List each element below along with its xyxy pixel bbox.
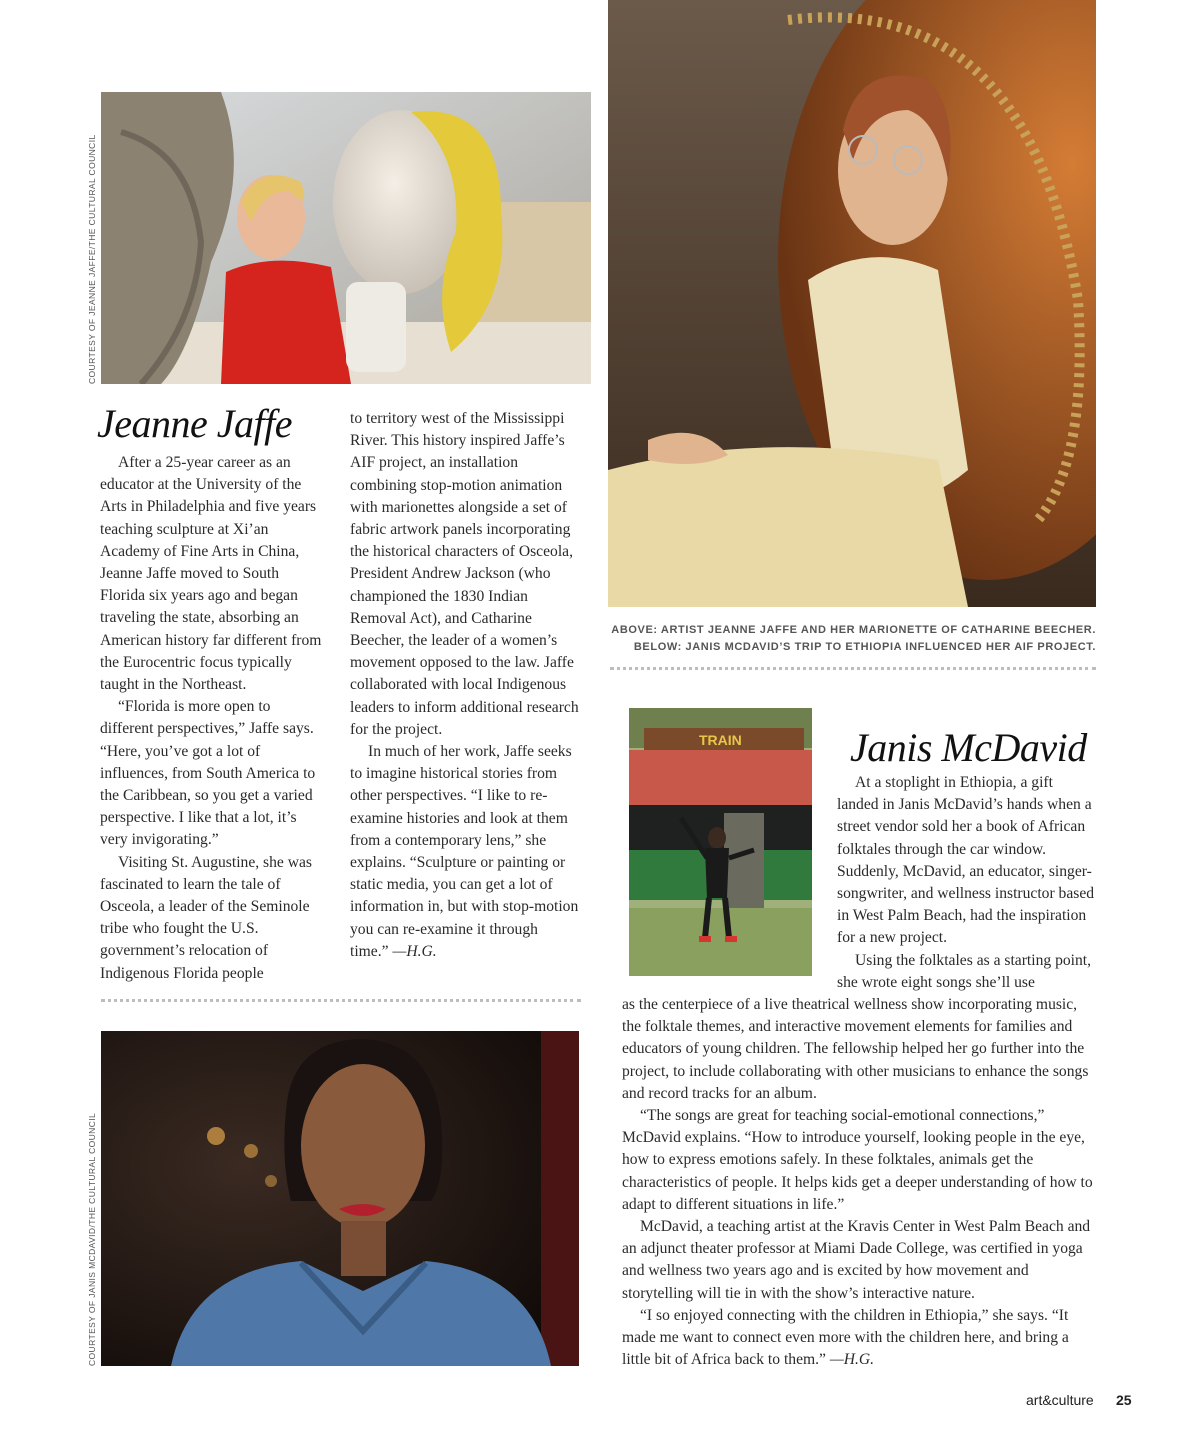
jaffe-paragraph-3: Visiting St. Augustine, she was fascinated to learn the tale of Osceola, a leader of the Seminole tribe who fought the U.S. government’s relocation of Indigenous Florida people	[100, 853, 312, 982]
mcdavid-paragraph-3: “The songs are great for teaching social-emotional connections,” McDavid explains. “How to introduce yourself, looking people in the eye, how to express emotions safely. In these folktales, animals get the characteristics of people. It helps kids get a deeper understanding of how to adapt to different situations in life.”	[622, 1107, 1093, 1213]
jaffe-paragraph-3-cont: to territory west of the Mississippi River. This history inspired Jaffe’s AIF project, an installation combining stop-motion animation with marionettes alongside a set of fabric artwork panels incorporating the historical characters of Osceola, President Andrew Jackson (who championed the 1830 Indian Removal Act), and Catharine Beecher, the leader of a women’s movement opposed to the law. Jaffe collaborated with local Indigenous leaders to inform additional research for the project.	[350, 410, 579, 738]
jaffe-photo-credit: COURTESY OF JEANNE JAFFE/THE CULTURAL COUNCIL	[87, 134, 97, 384]
mcdavid-paragraph-2-start: Using the folktales as a starting point, she wrote eight songs she’ll use	[837, 951, 1092, 991]
mcdavid-paragraph-5	[622, 1305, 1096, 1372]
jaffe-paragraph-2: “Florida is more open to different perspectives,” Jaffe says. “Here, you’ve got a lot of influences, from South America to the Caribbean, so you get a varied perspective. I like that a lot, it’s very invigorating.”	[100, 698, 316, 849]
jaffe-paragraph-4	[350, 741, 580, 963]
photo-caption	[600, 622, 1096, 656]
jaffe-photo-illustration	[101, 92, 591, 384]
jaffe-signature: —H.G.	[392, 942, 437, 960]
marionette-photo-illustration	[608, 0, 1096, 607]
marionette-photo	[608, 0, 1096, 607]
caption-line-below: BELOW: JANIS MCDAVID’S TRIP TO ETHIOPIA INFLUENCED HER AIF PROJECT.	[633, 641, 1096, 653]
mcdavid-portrait-photo	[101, 1031, 579, 1366]
mcdavid-paragraph-1: At a stoplight in Ethiopia, a gift landed in Janis McDavid’s hands when a street vendor sold her a book of African folktales through the car window. Suddenly, McDavid, an educator, singer-songwriter, and wellness instructor based in West Palm Beach, had the inspiration for a new project.	[837, 774, 1095, 947]
mcdavid-photo-credit: COURTESY OF JANIS MCDAVID/THE CULTURAL COUNCIL	[87, 1112, 97, 1366]
jaffe-photo	[101, 92, 591, 384]
jaffe-heading: Jeanne Jaffe	[97, 401, 292, 446]
train-sign-text: TRAIN	[699, 732, 742, 748]
mcdavid-heading: Janis McDavid	[850, 725, 1087, 770]
jaffe-paragraph-1: After a 25-year career as an educator at the University of the Arts in Philadelphia and five years teaching sculpture at Xi’an Academy of Fine Arts in China, Jeanne Jaffe moved to South Florida six years ago and began traveling the state, absorbing an American history far different from the Eurocentric focus typically taught in the Northeast.	[100, 454, 322, 694]
ethiopia-photo	[629, 708, 812, 976]
mcdavid-paragraph-5-text: “I so enjoyed connecting with the children in Ethiopia,” she says. “It made me want to connect even more with the children here, and bring a little bit of Africa back to them.”	[622, 1306, 1069, 1369]
mcdavid-paragraph-2-rest: as the centerpiece of a live theatrical wellness show incorporating music, the folktale themes, and interactive movement elements for families and educators of young children. The fellowship helped her go further into the project, to include collaborating with other musicians to enhance the songs and record tracks for an album.	[622, 996, 1089, 1102]
mcdavid-portrait-illustration	[101, 1031, 579, 1366]
mcdavid-paragraph-4: McDavid, a teaching artist at the Kravis Center in West Palm Beach and an adjunct theater professor at Miami Dade College, was certified in yoga and wellness two years ago and is excited by how movement and storytelling will tie in with the show’s interactive nature.	[622, 1218, 1091, 1302]
mcdavid-signature: —H.G.	[829, 1351, 875, 1369]
mcdavid-column-narrow	[837, 772, 1096, 994]
ethiopia-photo-illustration	[629, 708, 812, 976]
jaffe-paragraph-4-text: In much of her work, Jaffe seeks to imagine historical stories from other perspectives. “I like to re-examine histories and look at them from a contemporary lens,” she explains. “Sculpture or painting or static media, you can get a lot of information in, but with stop-motion you can re-examine it through time.”	[350, 743, 579, 960]
jaffe-column-1	[100, 452, 326, 985]
divider-left	[101, 999, 581, 1002]
divider-right-top	[610, 667, 1096, 670]
jaffe-column-2	[350, 408, 580, 963]
footer-section-label: art&culture	[1026, 1392, 1094, 1408]
mcdavid-column-wide	[622, 994, 1096, 1371]
page-number: 25	[1116, 1392, 1132, 1408]
caption-line-above: ABOVE: ARTIST JEANNE JAFFE AND HER MARIONETTE OF CATHARINE BEECHER.	[611, 624, 1096, 636]
